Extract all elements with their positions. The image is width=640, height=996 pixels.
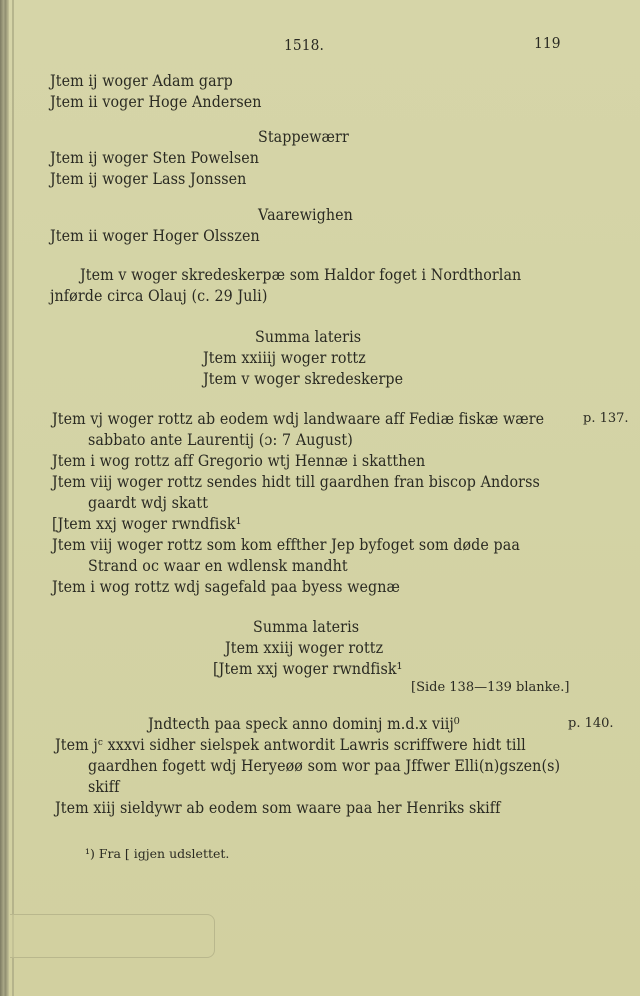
text-line: Jtem i wog rottz wdj sagefald paa byess wegnæ: [52, 578, 401, 596]
book-binding-edge: [0, 0, 9, 996]
text-line: Vaarewighen: [258, 206, 353, 224]
running-header-year: 1518.: [284, 36, 324, 54]
text-line: Jtem ij woger Sten Powelsen: [50, 149, 260, 167]
margin-note: p. 137.: [583, 411, 629, 426]
text-line: sabbato ante Laurentij (ɔ: 7 August): [88, 431, 353, 449]
text-line: Strand oc waar en wdlensk mandht: [88, 557, 348, 575]
bookmark-tab-outline: [10, 914, 215, 958]
text-line: Jtem vj woger rottz ab eodem wdj landwaare aff Fediæ fiskæ wære: [52, 410, 545, 428]
text-line: Summa lateris: [255, 328, 362, 346]
margin-note: p. 140.: [568, 716, 614, 731]
text-line: Jtem jᶜ xxxvi sidher sielspek antwordit Lawris scriffwere hidt till: [55, 736, 526, 754]
text-line: skiff: [88, 778, 120, 796]
text-line: gaardhen fogett wdj Heryeøø som wor paa Jffwer Elli(n)gszen(s): [88, 757, 561, 775]
text-line: Jtem ij woger Adam garp: [50, 72, 233, 90]
text-line: Jtem xiij sieldywr ab eodem som waare paa her Henriks skiff: [55, 799, 501, 817]
text-line: Jndtecth paa speck anno dominj m.d.x viij⁰: [148, 715, 460, 733]
page-number: 119: [534, 34, 561, 52]
margin-note: [Side 138—139 blanke.]: [411, 680, 570, 695]
text-line: jnførde circa Olauj (c. 29 Juli): [50, 287, 268, 305]
text-line: Jtem viij woger rottz sendes hidt till gaardhen fran biscop Andorss: [52, 473, 540, 491]
text-line: Jtem v woger skredeskerpæ som Haldor foget i Nordthorlan: [80, 266, 522, 284]
text-line: Jtem viij woger rottz som kom effther Jep byfoget som døde paa: [52, 536, 520, 554]
text-line: Jtem i wog rottz aff Gregorio wtj Hennæ i skatthen: [52, 452, 426, 470]
text-line: Jtem ii voger Hoge Andersen: [50, 93, 262, 111]
footnote: ¹) Fra [ igjen udslettet.: [85, 846, 230, 861]
text-line: Summa lateris: [253, 618, 360, 636]
text-line: [Jtem xxj woger rwndfisk¹: [52, 515, 242, 533]
text-line: Jtem xxiiij woger rottz: [203, 349, 366, 367]
text-line: Stappewærr: [258, 128, 349, 146]
text-line: [Jtem xxj woger rwndfisk¹: [213, 660, 403, 678]
binding-shadow-line: [12, 0, 14, 996]
text-line: Jtem v woger skredeskerpe: [203, 370, 404, 388]
text-line: Jtem xxiij woger rottz: [225, 639, 384, 657]
text-line: Jtem ii woger Hoger Olsszen: [50, 227, 260, 245]
text-line: gaardt wdj skatt: [88, 494, 209, 512]
text-line: Jtem ij woger Lass Jonssen: [50, 170, 247, 188]
